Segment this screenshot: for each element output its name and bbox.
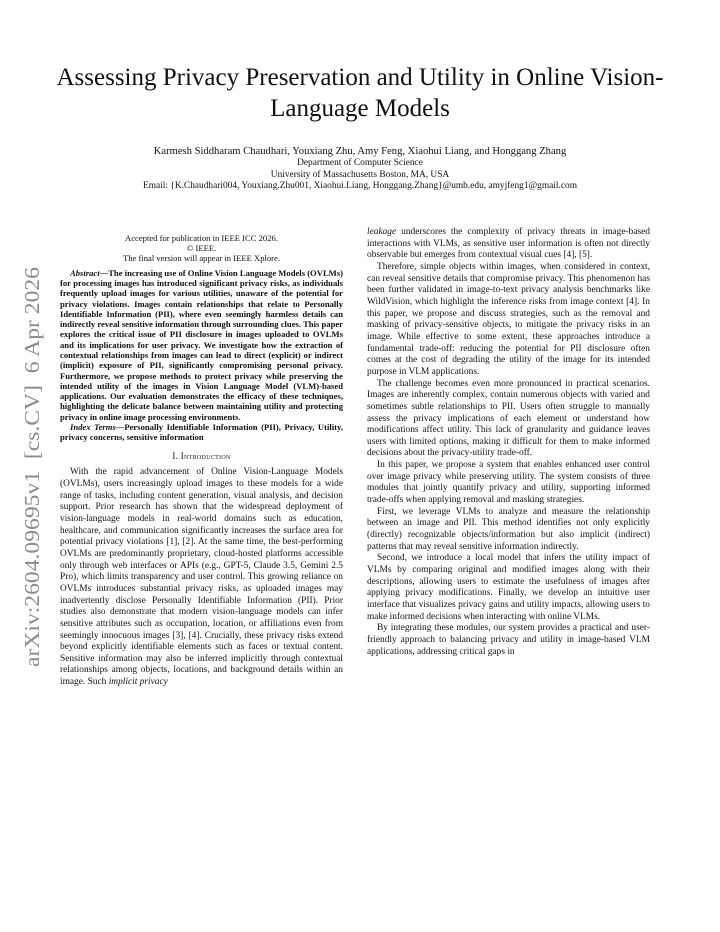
acceptance-notice [60, 233, 343, 264]
intro-paragraph-6: Second, we introduce a local model that infers the utility impact of VLMs by comparing original and modified images along with their descriptions, allowing users to estimate the usefulness of images after applying privacy modifications. Finally, we develop an intuitive user interface that visualizes privacy gains and utility impacts, allowing users to make informed decisions when interacting with online VLMs. [367, 553, 650, 622]
affiliation-block [40, 158, 680, 193]
right-column [367, 227, 650, 658]
paper-title: Assessing Privacy Preservation and Utility in Online Vision-Language Models [56, 64, 664, 122]
index-terms-label: Index Terms [70, 422, 116, 433]
intro-paragraph-1-continued: leakage underscores the complexity of privacy threats in image-based interactions with VLMs, as sensitive user information is often not directly observable but emerges from contextual visual cues [4], [5]. [367, 227, 650, 261]
abstract-label: Abstract [70, 267, 100, 278]
intro-paragraph-1: With the rapid advancement of Online Vision-Language Models (OVLMs), users increasingly upload images to these models for a wide range of tasks, including content generation, visual analysis, and decision support. Prior research has shown that the widespread deployment of vision-language models in real-world domains such as education, healthcare, and communication significantly increases the surface area for potential privacy violations [1], [2]. At the same time, the best-performing OVLMs are predominantly proprietary, cloud-hosted platforms accessible only through web interfaces or APIs (e.g., GPT-5, Claude 3.5, Gemini 2.5 Pro), which limits transparency and user control. This growing reliance on OVLMs introduces substantial privacy risks, as uploaded images may inadvertently disclose Personally Identifiable Information (PII). Prior studies also demonstrate that modern vision-language models can infer sensitive attributes such as occupation, location, or affiliations even from seemingly innocuous images [3], [4]. Crucially, these privacy risks extend beyond explicitly identifiable elements such as faces or textual content. Sensitive information may also be inferred implicitly through contextual relationships among objects, locations, and background details within an image. Such implicit privacy [60, 467, 343, 688]
intro-paragraph-3: The challenge becomes even more pronounced in practical scenarios. Images are inherently complex, contain numerous objects with varied and sometimes subtle relationships to PII. Users often struggle to manually assess the privacy implications of each element or understand how modifications affect utility. This lack of granularity and guidance leaves users with limited options, making it difficult for them to make informed decisions about the privacy-utility trade-off. [367, 378, 650, 459]
emphasis-implicit-privacy: implicit privacy [108, 677, 168, 688]
affiliation-department: Department of Computer Science [297, 158, 423, 168]
intro-paragraph-4: In this paper, we propose a system that enables enhanced user control over image privacy while preserving utility. The system consists of three modules that jointly quantify privacy and utility, supporting informed trade-offs when applying removal and masking strategies. [367, 460, 650, 506]
intro-paragraph-2: Therefore, simple objects within images, when considered in context, can reveal sensitive details that compromise privacy. This phenomenon has been further validated in image-to-text privacy analysis benchmarks like WildVision, which highlight the inference risks from image context [4]. In this paper, we propose and discuss strategies, such as the removal and masking of privacy-sensitive objects, to mitigate the privacy risks in an image. While effective to some extent, these approaches introduce a fundamental trade-off: reducing the potential for PII disclosure often comes at the cost of degrading the utility of the image for its intended purpose in VLM applications. [367, 261, 650, 377]
abstract [60, 268, 343, 422]
author-emails: Email: {K.Chaudhari004, Youxiang.Zhu001, Xiaohui.Liang, Honggang.Zhang}@umb.edu, amyjfeng1@gmail.com [142, 181, 577, 192]
author-list: Karmesh Siddharam Chaudhari, Youxiang Zhu, Amy Feng, Xiaohui Liang, and Honggang Zhang [153, 146, 567, 157]
arxiv-stamp [2, 267, 60, 667]
acceptance-line: Accepted for publication in IEEE ICC 2026. [125, 233, 278, 243]
intro-paragraph-5: First, we leverage VLMs to analyze and measure the relationship between an image and PII. This method identifies not only explicitly (directly) recognizable objects/information but also implicit (indirect) patterns that may reveal sensitive information indirectly. [367, 506, 650, 552]
left-column [60, 233, 343, 689]
copyright-line: © IEEE. [186, 243, 217, 254]
section-heading-introduction: I. Introduction [172, 450, 231, 461]
xplore-line: The final version will appear in IEEE Xplore. [122, 253, 281, 264]
emphasis-leakage: leakage [367, 227, 397, 237]
abstract-text: —The increasing use of Online Vision Language Models (OVLMs) for processing images has introduced significant privacy risks, as individuals frequently upload images for various utilities, unaware of the potential for privacy violations. Images contain relationships that relate to Personally Identifiable Information (PII), where even seemingly harmless details can indirectly reveal sensitive information through surrounding clues. This paper explores the critical issue of PII disclosure in images uploaded to OVLMs and its implications for user privacy. We investigate how the extraction of contextual relationships from images can lead to direct (explicit) or indirect (implicit) exposure of PII, significantly compromising personal privacy. Furthermore, we propose methods to protect privacy while preserving the intended utility of the images in Vision Language Model (VLM)-based applications. Our evaluation demonstrates the efficacy of these techniques, highlighting the delicate balance between maintaining utility and protecting privacy in online image processing environments. [60, 267, 343, 422]
affiliation-university: University of Massachusetts Boston, MA, USA [270, 169, 450, 180]
index-terms [60, 422, 343, 443]
arxiv-stamp-text: arXiv:2604.09695v1 [cs.CV] 6 Apr 2026 [20, 311, 44, 667]
index-terms-text: —Personally Identifiable Information (PII), Privacy, Utility, privacy concerns, sensitive information [60, 422, 343, 443]
intro-paragraph-7: By integrating these modules, our system provides a practical and user-friendly approach to balancing privacy and utility in image-based VLM applications, addressing critical gaps in [367, 623, 650, 657]
